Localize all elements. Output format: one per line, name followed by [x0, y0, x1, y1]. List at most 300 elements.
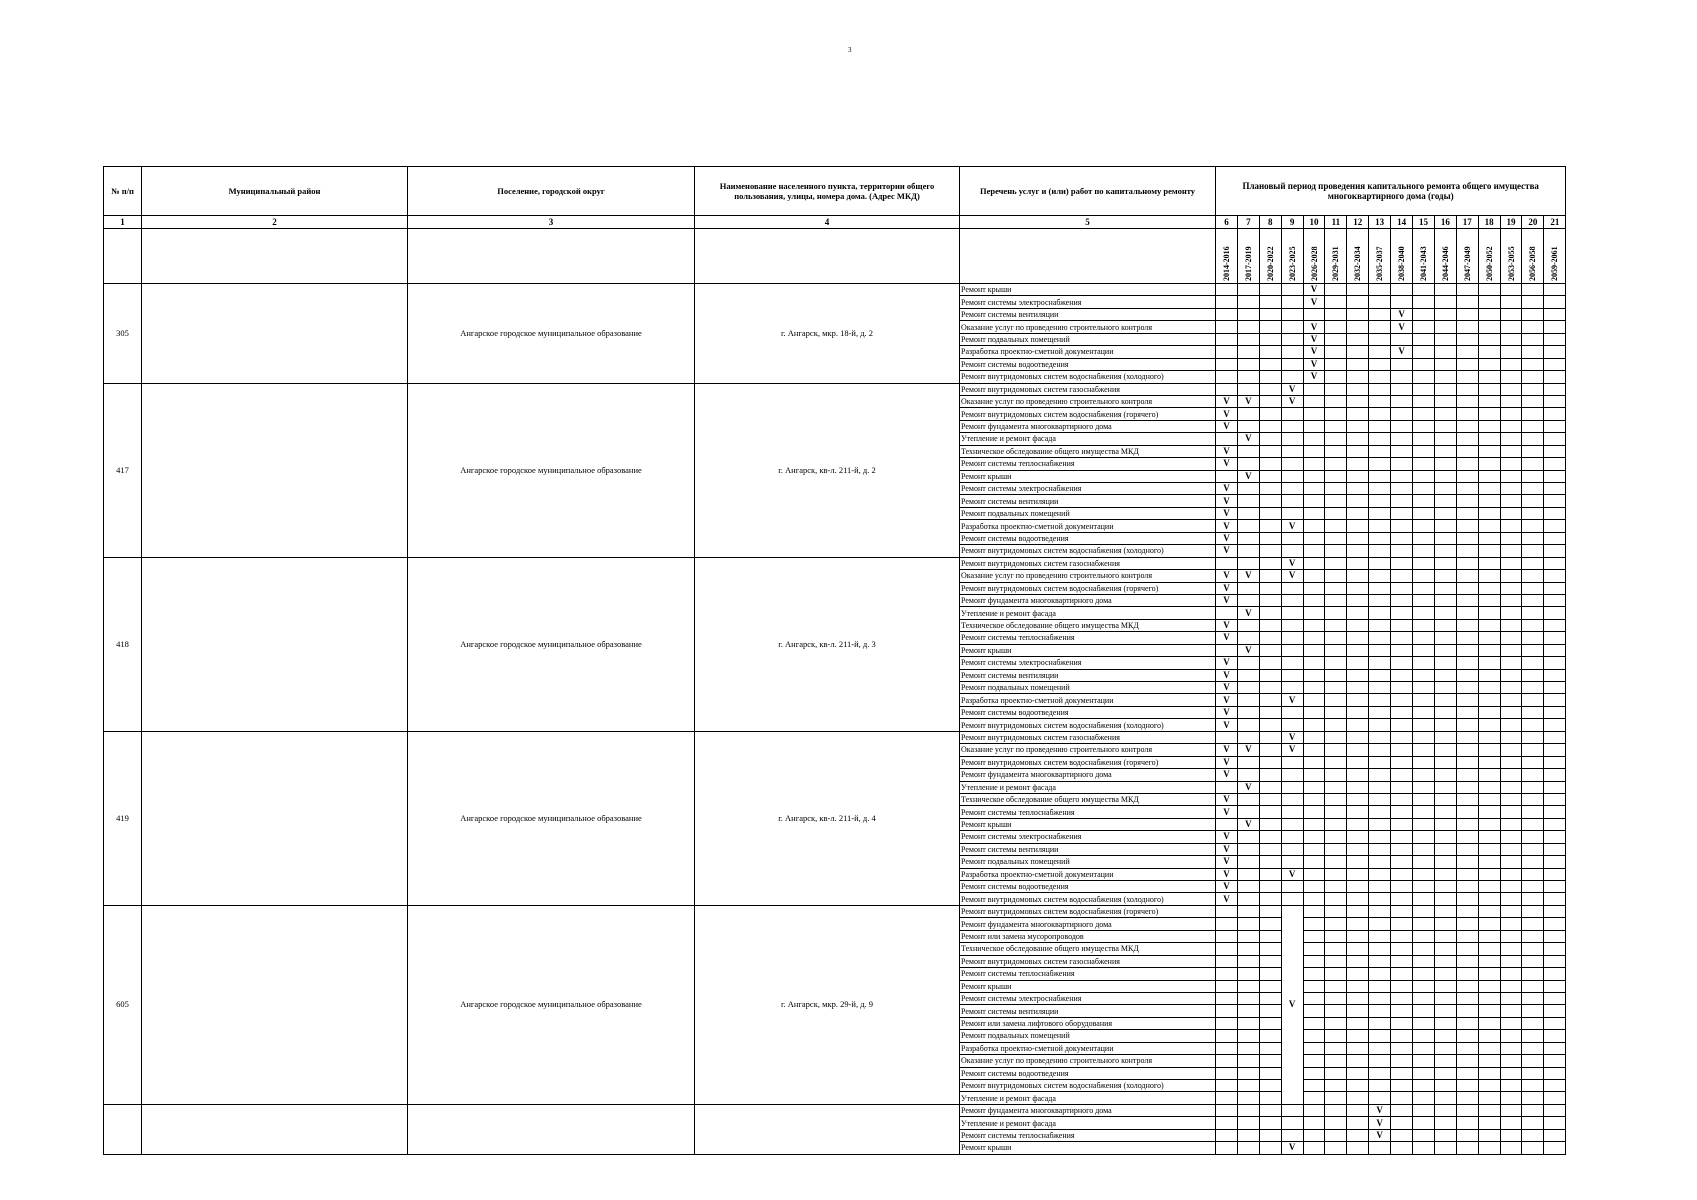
schedule-cell — [1259, 831, 1281, 843]
schedule-cell — [1478, 1092, 1500, 1104]
schedule-cell — [1369, 706, 1391, 718]
schedule-cell — [1456, 769, 1478, 781]
schedule-cell — [1391, 731, 1413, 743]
work-item: Оказание услуг по проведению строительного контроля — [960, 321, 1216, 333]
schedule-cell — [1303, 507, 1325, 519]
schedule-cell — [1522, 980, 1544, 992]
schedule-mark: V — [1237, 644, 1259, 656]
schedule-cell — [1391, 831, 1413, 843]
schedule-cell — [1347, 1117, 1369, 1129]
schedule-cell — [1413, 1117, 1435, 1129]
schedule-cell — [1434, 1104, 1456, 1116]
schedule-cell — [1325, 1080, 1347, 1092]
work-item: Ремонт крыши — [960, 818, 1216, 830]
schedule-cell — [1456, 495, 1478, 507]
schedule-cell — [1391, 893, 1413, 905]
schedule-cell — [1259, 545, 1281, 557]
schedule-cell — [1303, 408, 1325, 420]
schedule-cell — [1522, 682, 1544, 694]
schedule-cell — [1237, 594, 1259, 606]
schedule-cell — [1259, 1055, 1281, 1067]
schedule-mark: V — [1216, 545, 1238, 557]
schedule-cell — [1522, 445, 1544, 457]
schedule-cell — [1544, 918, 1566, 930]
schedule-cell — [1434, 632, 1456, 644]
schedule-cell — [1413, 657, 1435, 669]
work-item: Ремонт системы электроснабжения — [960, 483, 1216, 495]
schedule-cell — [1325, 321, 1347, 333]
schedule-cell — [1478, 458, 1500, 470]
schedule-cell — [1522, 296, 1544, 308]
schedule-cell — [1544, 818, 1566, 830]
period-label: 2035-2037 — [1375, 246, 1385, 281]
schedule-cell — [1391, 570, 1413, 582]
schedule-cell — [1259, 756, 1281, 768]
schedule-cell — [1434, 955, 1456, 967]
work-item: Ремонт внутридомовых систем водоснабжения (горячего) — [960, 756, 1216, 768]
schedule-cell — [1216, 346, 1238, 358]
schedule-cell — [1303, 682, 1325, 694]
schedule-cell — [1259, 955, 1281, 967]
work-item: Ремонт системы водоотведения — [960, 881, 1216, 893]
schedule-cell — [1325, 669, 1347, 681]
schedule-cell — [1456, 943, 1478, 955]
schedule-cell — [1500, 905, 1522, 917]
schedule-cell — [1281, 793, 1303, 805]
schedule-cell — [1369, 943, 1391, 955]
schedule-cell — [1413, 371, 1435, 383]
schedule-cell — [1413, 296, 1435, 308]
schedule-cell — [1347, 1067, 1369, 1079]
column-number: 16 — [1434, 216, 1456, 229]
schedule-cell — [1391, 1129, 1413, 1141]
schedule-cell — [1303, 694, 1325, 706]
schedule-cell — [1237, 371, 1259, 383]
schedule-cell — [1434, 1129, 1456, 1141]
schedule-cell — [1281, 483, 1303, 495]
schedule-cell — [1544, 284, 1566, 296]
schedule-cell — [1259, 1017, 1281, 1029]
schedule-cell — [1281, 582, 1303, 594]
schedule-cell — [1369, 557, 1391, 569]
schedule-cell — [1500, 893, 1522, 905]
period-blank — [142, 229, 408, 284]
schedule-cell — [1325, 495, 1347, 507]
schedule-cell — [1237, 532, 1259, 544]
schedule-cell — [1456, 582, 1478, 594]
schedule-cell — [1347, 694, 1369, 706]
schedule-cell — [1413, 619, 1435, 631]
schedule-cell — [1544, 520, 1566, 532]
schedule-cell — [1347, 943, 1369, 955]
schedule-cell — [1478, 470, 1500, 482]
schedule-cell — [1347, 719, 1369, 731]
schedule-cell — [1347, 793, 1369, 805]
schedule-cell — [1544, 1030, 1566, 1042]
header-row — [104, 167, 1566, 216]
schedule-cell — [1478, 669, 1500, 681]
schedule-cell — [1478, 594, 1500, 606]
schedule-cell — [1259, 321, 1281, 333]
schedule-cell — [1369, 893, 1391, 905]
schedule-cell — [1522, 893, 1544, 905]
schedule-cell — [1369, 495, 1391, 507]
column-number: 14 — [1391, 216, 1413, 229]
schedule-cell — [1281, 507, 1303, 519]
period-cell — [1369, 229, 1391, 284]
schedule-cell — [1500, 744, 1522, 756]
schedule-cell — [1456, 483, 1478, 495]
schedule-cell — [1391, 868, 1413, 880]
schedule-cell — [1478, 644, 1500, 656]
schedule-cell — [1303, 582, 1325, 594]
schedule-cell — [1500, 346, 1522, 358]
schedule-cell — [1544, 420, 1566, 432]
schedule-cell — [1325, 483, 1347, 495]
schedule-cell — [1369, 682, 1391, 694]
work-item: Утепление и ремонт фасада — [960, 1117, 1216, 1129]
schedule-cell — [1325, 930, 1347, 942]
work-item: Утепление и ремонт фасада — [960, 781, 1216, 793]
schedule-cell — [1478, 333, 1500, 345]
column-number: 9 — [1281, 216, 1303, 229]
schedule-cell — [1456, 930, 1478, 942]
schedule-cell — [1522, 395, 1544, 407]
schedule-mark: V — [1237, 470, 1259, 482]
schedule-cell — [1413, 1017, 1435, 1029]
schedule-cell — [1303, 308, 1325, 320]
schedule-cell — [1369, 881, 1391, 893]
schedule-cell — [1391, 943, 1413, 955]
schedule-cell — [1369, 333, 1391, 345]
period-label: 2050-2052 — [1484, 246, 1494, 281]
schedule-cell — [1391, 806, 1413, 818]
schedule-mark: V — [1281, 731, 1303, 743]
schedule-mark: V — [1237, 433, 1259, 445]
schedule-cell — [1544, 694, 1566, 706]
schedule-cell — [1259, 893, 1281, 905]
schedule-cell — [1347, 992, 1369, 1004]
schedule-cell — [1325, 856, 1347, 868]
schedule-cell — [1522, 955, 1544, 967]
schedule-cell — [1478, 868, 1500, 880]
schedule-cell — [1259, 520, 1281, 532]
schedule-cell — [1325, 694, 1347, 706]
schedule-cell — [1303, 930, 1325, 942]
schedule-cell — [1216, 943, 1238, 955]
schedule-cell — [1325, 893, 1347, 905]
schedule-cell — [1522, 495, 1544, 507]
schedule-cell — [1325, 607, 1347, 619]
schedule-cell — [1544, 856, 1566, 868]
schedule-cell — [1259, 1042, 1281, 1054]
schedule-cell — [1522, 371, 1544, 383]
schedule-cell — [1259, 644, 1281, 656]
schedule-cell — [1478, 483, 1500, 495]
table-row — [104, 1104, 1566, 1116]
schedule-cell — [1259, 296, 1281, 308]
period-label: 2056-2058 — [1528, 246, 1538, 281]
schedule-cell — [1434, 1142, 1456, 1154]
period-blank — [408, 229, 695, 284]
schedule-cell — [1325, 843, 1347, 855]
schedule-cell — [1544, 644, 1566, 656]
schedule-cell — [1237, 1030, 1259, 1042]
schedule-cell — [1347, 458, 1369, 470]
work-item: Оказание услуг по проведению строительного контроля — [960, 1055, 1216, 1067]
schedule-cell — [1544, 607, 1566, 619]
schedule-cell — [1456, 706, 1478, 718]
schedule-cell — [1216, 644, 1238, 656]
schedule-cell — [1413, 1080, 1435, 1092]
schedule-cell — [1544, 470, 1566, 482]
table-row — [104, 557, 1566, 569]
schedule-mark: V — [1216, 856, 1238, 868]
schedule-cell — [1500, 545, 1522, 557]
schedule-cell — [1434, 806, 1456, 818]
schedule-cell — [1434, 483, 1456, 495]
work-item: Ремонт подвальных помещений — [960, 856, 1216, 868]
schedule-cell — [1303, 980, 1325, 992]
schedule-cell — [1303, 1129, 1325, 1141]
schedule-cell — [1456, 793, 1478, 805]
schedule-cell — [1522, 781, 1544, 793]
schedule-cell — [1544, 1104, 1566, 1116]
schedule-cell — [1522, 669, 1544, 681]
schedule-cell — [1281, 470, 1303, 482]
schedule-cell — [1434, 992, 1456, 1004]
schedule-cell — [1478, 930, 1500, 942]
period-label: 2026-2028 — [1309, 246, 1319, 281]
schedule-cell — [1478, 1129, 1500, 1141]
schedule-cell — [1544, 905, 1566, 917]
schedule-cell — [1325, 346, 1347, 358]
period-blank — [695, 229, 960, 284]
schedule-cell — [1500, 619, 1522, 631]
schedule-cell — [1544, 1092, 1566, 1104]
schedule-cell — [1478, 495, 1500, 507]
schedule-cell — [1478, 433, 1500, 445]
schedule-cell — [1237, 1005, 1259, 1017]
schedule-cell — [1325, 719, 1347, 731]
schedule-cell — [1522, 706, 1544, 718]
schedule-cell — [1456, 657, 1478, 669]
schedule-cell — [1325, 395, 1347, 407]
schedule-cell — [1478, 395, 1500, 407]
schedule-cell — [1478, 694, 1500, 706]
schedule-cell — [1434, 408, 1456, 420]
schedule-cell — [1237, 1092, 1259, 1104]
settlement-cell: Ангарское городское муниципальное образование — [408, 731, 695, 905]
schedule-cell — [1456, 632, 1478, 644]
schedule-cell — [1303, 545, 1325, 557]
schedule-cell — [1237, 458, 1259, 470]
schedule-cell — [1237, 694, 1259, 706]
schedule-cell — [1216, 992, 1238, 1004]
schedule-cell — [1281, 358, 1303, 370]
schedule-cell — [1237, 358, 1259, 370]
schedule-mark: V — [1216, 619, 1238, 631]
schedule-cell — [1413, 458, 1435, 470]
schedule-cell — [1478, 1017, 1500, 1029]
schedule-mark: V — [1303, 296, 1325, 308]
schedule-cell — [1303, 458, 1325, 470]
work-item: Ремонт системы вентиляции — [960, 669, 1216, 681]
schedule-cell — [1434, 831, 1456, 843]
schedule-cell — [1303, 557, 1325, 569]
schedule-cell — [1478, 346, 1500, 358]
row-number: 419 — [104, 731, 142, 905]
schedule-cell — [1500, 1042, 1522, 1054]
period-label: 2059-2061 — [1550, 246, 1560, 281]
schedule-cell — [1369, 781, 1391, 793]
schedule-cell — [1522, 619, 1544, 631]
schedule-cell — [1347, 1005, 1369, 1017]
work-item: Ремонт подвальных помещений — [960, 507, 1216, 519]
schedule-cell — [1391, 793, 1413, 805]
schedule-cell — [1544, 1117, 1566, 1129]
schedule-mark: V — [1281, 744, 1303, 756]
schedule-cell — [1413, 893, 1435, 905]
header-settlement: Поселение, городской округ — [408, 167, 695, 216]
schedule-cell — [1522, 943, 1544, 955]
schedule-cell — [1456, 955, 1478, 967]
schedule-cell — [1237, 408, 1259, 420]
work-item: Ремонт системы электроснабжения — [960, 831, 1216, 843]
schedule-cell — [1544, 719, 1566, 731]
schedule-cell — [1347, 308, 1369, 320]
work-item: Оказание услуг по проведению строительного контроля — [960, 395, 1216, 407]
schedule-cell — [1434, 507, 1456, 519]
work-item: Ремонт внутридомовых систем водоснабжения (холодного) — [960, 545, 1216, 557]
schedule-cell — [1391, 1092, 1413, 1104]
schedule-cell — [1216, 818, 1238, 830]
schedule-cell — [1325, 644, 1347, 656]
schedule-cell — [1522, 769, 1544, 781]
schedule-cell — [1500, 408, 1522, 420]
column-number: 17 — [1456, 216, 1478, 229]
schedule-cell — [1237, 346, 1259, 358]
schedule-cell — [1413, 557, 1435, 569]
schedule-cell — [1478, 532, 1500, 544]
schedule-cell — [1544, 657, 1566, 669]
schedule-cell — [1325, 582, 1347, 594]
schedule-cell — [1544, 557, 1566, 569]
schedule-cell — [1259, 881, 1281, 893]
work-item: Ремонт системы вентиляции — [960, 1005, 1216, 1017]
schedule-cell — [1478, 507, 1500, 519]
schedule-cell — [1500, 433, 1522, 445]
work-item: Ремонт подвальных помещений — [960, 333, 1216, 345]
page-number: 3 — [848, 46, 852, 54]
schedule-cell — [1259, 980, 1281, 992]
schedule-cell — [1325, 1067, 1347, 1079]
schedule-cell — [1259, 843, 1281, 855]
column-number: 8 — [1259, 216, 1281, 229]
schedule-cell — [1281, 719, 1303, 731]
schedule-mark: V — [1237, 570, 1259, 582]
work-item: Ремонт системы водоотведения — [960, 1067, 1216, 1079]
schedule-cell — [1413, 955, 1435, 967]
schedule-cell — [1281, 806, 1303, 818]
schedule-cell — [1259, 744, 1281, 756]
schedule-cell — [1325, 433, 1347, 445]
schedule-cell — [1456, 1129, 1478, 1141]
work-item: Оказание услуг по проведению строительного контроля — [960, 570, 1216, 582]
schedule-cell — [1544, 408, 1566, 420]
schedule-cell — [1522, 1142, 1544, 1154]
schedule-cell — [1391, 371, 1413, 383]
work-item: Техническое обследование общего имущества МКД — [960, 943, 1216, 955]
schedule-cell — [1544, 594, 1566, 606]
schedule-cell — [1522, 284, 1544, 296]
schedule-cell — [1281, 284, 1303, 296]
schedule-cell — [1413, 1005, 1435, 1017]
schedule-cell — [1413, 532, 1435, 544]
schedule-cell — [1413, 333, 1435, 345]
schedule-cell — [1325, 1142, 1347, 1154]
schedule-cell — [1347, 756, 1369, 768]
schedule-cell — [1347, 1129, 1369, 1141]
schedule-cell — [1500, 1017, 1522, 1029]
schedule-cell — [1456, 619, 1478, 631]
schedule-cell — [1544, 495, 1566, 507]
schedule-cell — [1500, 669, 1522, 681]
schedule-mark: V — [1216, 532, 1238, 544]
schedule-cell — [1456, 968, 1478, 980]
schedule-cell — [1391, 694, 1413, 706]
schedule-cell — [1391, 1030, 1413, 1042]
schedule-cell — [1522, 594, 1544, 606]
schedule-cell — [1500, 1104, 1522, 1116]
schedule-cell — [1478, 284, 1500, 296]
schedule-cell — [1347, 594, 1369, 606]
schedule-cell — [1216, 296, 1238, 308]
schedule-cell — [1347, 831, 1369, 843]
schedule-cell — [1303, 632, 1325, 644]
schedule-cell — [1413, 793, 1435, 805]
schedule-cell — [1325, 992, 1347, 1004]
schedule-mark: V — [1216, 893, 1238, 905]
schedule-cell — [1522, 1117, 1544, 1129]
schedule-cell — [1500, 570, 1522, 582]
work-item: Ремонт внутридомовых систем водоснабжения (холодного) — [960, 719, 1216, 731]
schedule-cell — [1391, 980, 1413, 992]
schedule-mark: V — [1216, 582, 1238, 594]
schedule-cell — [1369, 358, 1391, 370]
work-item: Ремонт системы водоотведения — [960, 706, 1216, 718]
schedule-cell — [1391, 1055, 1413, 1067]
schedule-cell — [1478, 731, 1500, 743]
schedule-cell — [1434, 769, 1456, 781]
schedule-cell — [1347, 507, 1369, 519]
schedule-cell — [1500, 420, 1522, 432]
schedule-cell — [1478, 296, 1500, 308]
schedule-cell — [1347, 284, 1369, 296]
schedule-cell — [1500, 284, 1522, 296]
schedule-cell — [1413, 669, 1435, 681]
schedule-cell — [1413, 806, 1435, 818]
schedule-mark: V — [1216, 594, 1238, 606]
schedule-cell — [1325, 968, 1347, 980]
period-cell — [1303, 229, 1325, 284]
schedule-cell — [1544, 669, 1566, 681]
schedule-cell — [1237, 1117, 1259, 1129]
work-item: Ремонт фундамента многоквартирного дома — [960, 769, 1216, 781]
schedule-cell — [1522, 458, 1544, 470]
schedule-cell — [1369, 545, 1391, 557]
schedule-cell — [1456, 284, 1478, 296]
